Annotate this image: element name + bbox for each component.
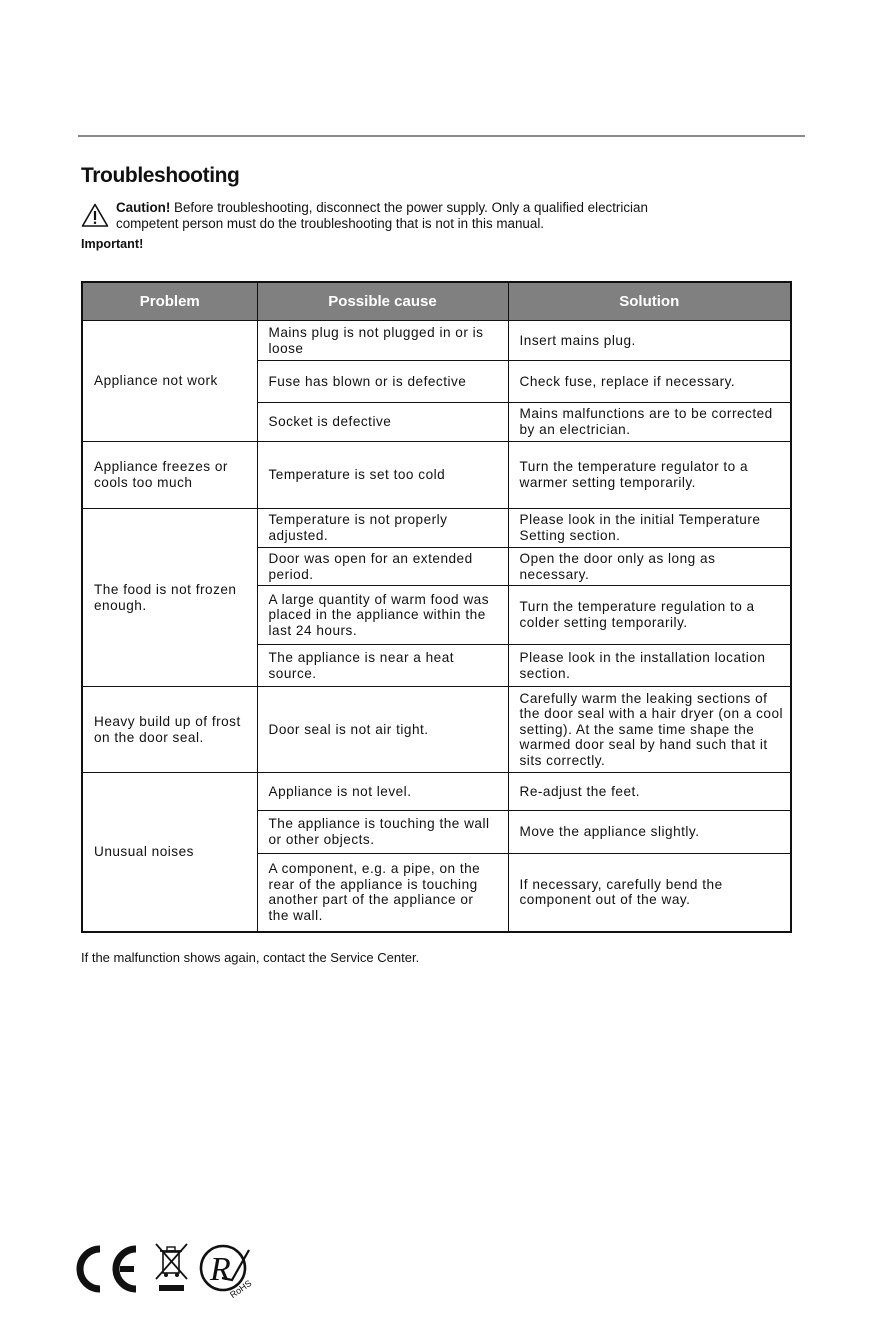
cause-cell: Socket is defective: [257, 403, 508, 442]
header-problem: Problem: [82, 282, 257, 321]
solution-cell: Check fuse, replace if necessary.: [508, 361, 791, 403]
solution-cell: Turn the temperature regulation to a colder setting temporarily.: [508, 586, 791, 645]
caution-text-1: Before troubleshooting, disconnect the power supply. Only a qualified electrician: [170, 200, 648, 215]
cause-cell: Appliance is not level.: [257, 773, 508, 811]
troubleshooting-table: [81, 281, 792, 933]
ce-mark-icon: [80, 1249, 136, 1289]
solution-cell: Turn the temperature regulator to a warmer setting temporarily.: [508, 442, 791, 509]
table-row: [82, 687, 791, 773]
caution-label: Caution!: [116, 200, 171, 215]
solution-cell: If necessary, carefully bend the component out of the way.: [508, 854, 791, 932]
cause-cell: Fuse has blown or is defective: [257, 361, 508, 403]
table-row: [82, 509, 791, 548]
important-label: Important!: [81, 237, 144, 251]
cause-cell: Temperature is set too cold: [257, 442, 508, 509]
caution-line-2: competent person must do the troubleshooting that is not in this manual.: [116, 215, 545, 231]
cause-cell: Mains plug is not plugged in or is loose: [257, 321, 508, 361]
cause-cell: Door seal is not air tight.: [257, 687, 508, 773]
page-title: Troubleshooting: [81, 164, 240, 187]
solution-cell: Open the door only as long as necessary.: [508, 548, 791, 586]
solution-cell: Move the appliance slightly.: [508, 811, 791, 854]
certification-marks: [70, 1238, 270, 1308]
footer-note: If the malfunction shows again, contact the Service Center.: [81, 950, 420, 965]
solution-cell: Please look in the installation location section.: [508, 645, 791, 687]
header-solution: Solution: [508, 282, 791, 321]
problem-cell: Heavy build up of frost on the door seal.: [82, 687, 257, 773]
rohs-mark-icon: [201, 1246, 253, 1300]
header-rule: [78, 135, 805, 137]
solution-cell: Carefully warm the leaking sections of the door seal with a hair dryer (on a cool setting). At the same time shape the warmed door seal by hand such that it sits correctly.: [508, 687, 791, 773]
problem-cell: Appliance freezes or cools too much: [82, 442, 257, 509]
table-row: [82, 321, 791, 361]
solution-cell: Insert mains plug.: [508, 321, 791, 361]
problem-cell: Appliance not work: [82, 321, 257, 442]
cause-cell: Door was open for an extended period.: [257, 548, 508, 586]
warning-triangle-icon: [81, 203, 109, 228]
cause-cell: The appliance is touching the wall or other objects.: [257, 811, 508, 854]
rohs-text: RoHS: [228, 1277, 254, 1300]
caution-note: [81, 200, 781, 231]
problem-cell: Unusual noises: [82, 773, 257, 932]
solution-cell: Mains malfunctions are to be corrected by an electrician.: [508, 403, 791, 442]
weee-crossed-bin-icon: [156, 1244, 187, 1291]
table-row: [82, 442, 791, 509]
cause-cell: Temperature is not properly adjusted.: [257, 509, 508, 548]
solution-cell: Re-adjust the feet.: [508, 773, 791, 811]
cause-cell: A large quantity of warm food was placed in the appliance within the last 24 hours.: [257, 586, 508, 645]
cause-cell: A component, e.g. a pipe, on the rear of the appliance is touching another part of the appliance or the wall.: [257, 854, 508, 932]
solution-cell: Please look in the initial Temperature Setting section.: [508, 509, 791, 548]
cause-cell: The appliance is near a heat source.: [257, 645, 508, 687]
rohs-letter: R: [210, 1251, 231, 1288]
problem-cell: The food is not frozen enough.: [82, 509, 257, 687]
header-possible-cause: Possible cause: [257, 282, 508, 321]
table-header-row: [82, 282, 791, 321]
table-row: [82, 773, 791, 811]
caution-line-1: [81, 200, 781, 216]
